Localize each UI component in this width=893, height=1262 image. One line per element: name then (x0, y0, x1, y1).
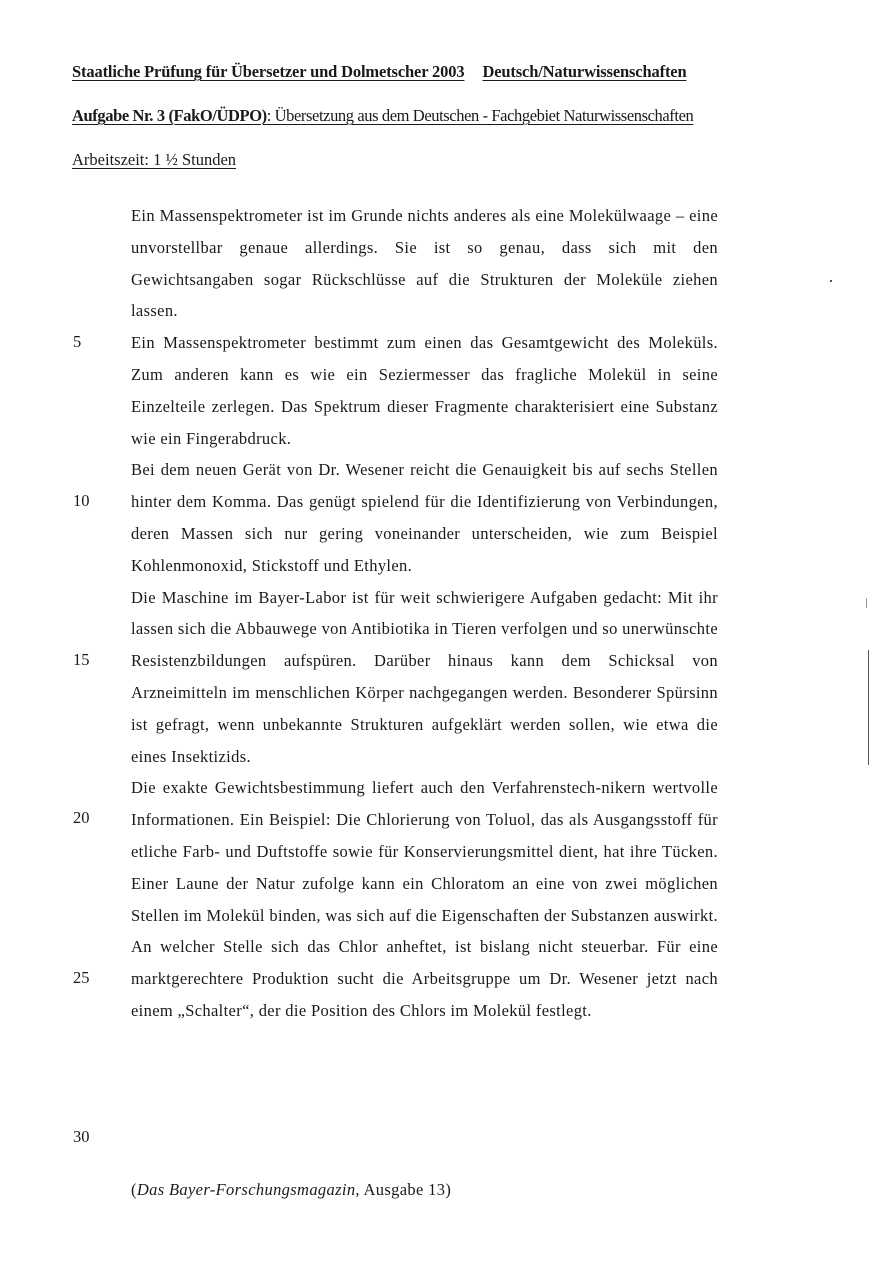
scan-artifact-dot (866, 598, 867, 608)
paragraph-3: Bei dem neuen Gerät von Dr. Wesener reicht die Genauigkeit bis auf sechs Stellen hinter dem Komma. Das genügt spielend für die Identifizierung von Verbindungen, deren Massen sich nur gering voneinander unterscheiden, wie zum Beispiel Kohlenmonoxid, Stickstoff und Ethylen. (131, 460, 718, 575)
paragraph-5: Die exakte Gewichtsbestimmung liefert auch den Verfahrenstech-nikern wertvolle Informationen. Ein Beispiel: Die Chlorierung von Toluol, das als Ausgangsstoff für etliche Farb- und Duftstoffe sowie für Konservierungsmittel dient, hat ihre Tücken. Einer Laune der Natur zufolge kann ein Chloratom an eine von zwei möglichen Stellen im Molekül binden, was sich auf die Eigenschaften der Substanzen auswirkt. An welcher Stelle sich das Chlor anheftet, ist bislang nicht steuerbar. Für eine marktgerechtere Produktion sucht die Arbeitsgruppe um Dr. Wesener jetzt nach einem „Schalter“, der die Position des Chlors im Molekül festlegt. (131, 778, 718, 1020)
task-line (72, 106, 693, 126)
exam-title: Staatliche Prüfung für Übersetzer und Dolmetscher 2003 (72, 62, 465, 81)
line-number-5: 5 (73, 332, 82, 351)
task-description: : Übersetzung aus dem Deutschen - Fachgebiet Naturwissenschaften (266, 106, 694, 125)
source-citation (131, 1180, 451, 1200)
source-issue: , Ausgabe 13) (355, 1180, 452, 1199)
line-number-25: 25 (73, 968, 90, 987)
exam-text (131, 200, 718, 1027)
line-number-10: 10 (73, 491, 90, 510)
paragraph-4: Die Maschine im Bayer-Labor ist für weit schwierigere Aufgaben gedacht: Mit ihr lassen sich die Abbauwege von Antibiotika in Tieren verfolgen und so unerwünschte Resistenzbildungen aufspüren. Darüber hinaus kann dem Schicksal von Arzneimitteln im menschlichen Körper nachgegangen werden. Besonderer Spürsinn ist gefragt, wenn unbekannte Strukturen aufgeklärt werden sollen, wie etwa die eines Insektizids. (131, 587, 718, 766)
working-time: Arbeitszeit: 1 ½ Stunden (72, 150, 237, 169)
scan-artifact-dot (830, 280, 832, 282)
scan-artifact-line (868, 650, 869, 765)
exam-subject: Deutsch/Naturwissenschaften (482, 62, 687, 81)
line-number-30: 30 (73, 1127, 90, 1146)
paragraph-2: Ein Massenspektrometer bestimmt zum einen das Gesamtgewicht des Moleküls. Zum anderen kann es wie ein Seziermesser das fragliche Molekül in seine Einzelteile zerlegen. Das Spektrum dieser Fragmente charakterisiert eine Substanz wie ein Fingerabdruck. (131, 333, 718, 448)
task-number: Aufgabe Nr. 3 (FakO/ÜDPO) (72, 106, 267, 125)
line-number-20: 20 (73, 808, 90, 827)
exam-title-line (72, 62, 686, 82)
source-title: Das Bayer-Forschungsmagazin (136, 1180, 356, 1199)
paragraph-1: Ein Massenspektrometer ist im Grunde nichts anderes als eine Molekülwaage – eine unvorstellbar genaue allerdings. Sie ist so genau, dass sich mit den Gewichtsangaben sogar Rückschlüsse auf die Strukturen der Moleküle ziehen lassen. (131, 206, 718, 321)
source-open: ( (131, 1180, 137, 1199)
line-number-15: 15 (73, 650, 90, 669)
